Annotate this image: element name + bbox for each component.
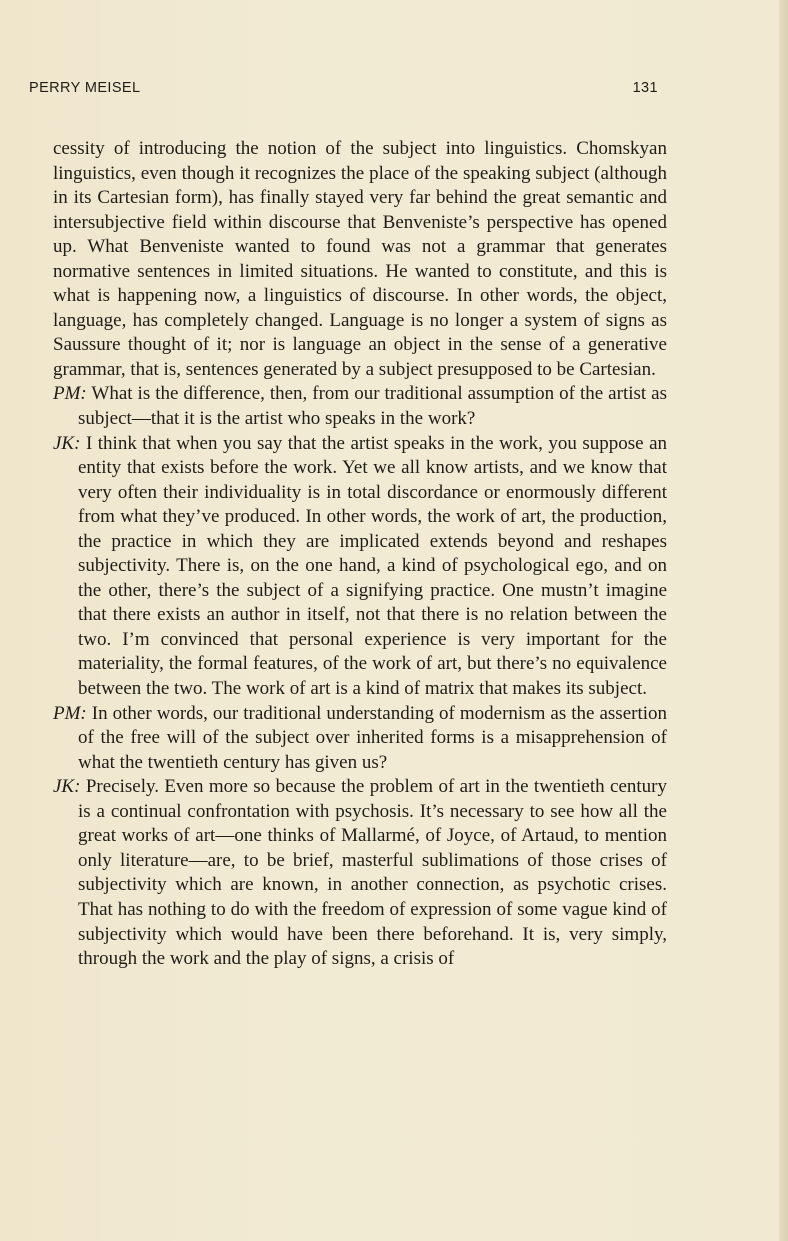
running-head-title: PERRY MEISEL [29, 80, 141, 96]
paragraph-text: cessity of introducing the notion of the subject into linguistics. Chomskyan linguistics, even though it recognizes the place of the speaking subject (although in its Cartesian form), has finally stayed very far behind the great semantic and intersubjective field within discourse that Benveniste’s perspective has opened up. What Benveniste wanted to found was not a grammar that generates normative sentences in limited situations. He wanted to constitute, and this is what is happening now, a linguistics of discourse. In other words, the object, language, has completely changed. Language is no longer a system of signs as Saussure thought of it; nor is language an object in the sense of a generative grammar, that is, sentences generated by a subject presupposed to be Cartesian. [53, 138, 667, 380]
paragraph [53, 702, 667, 776]
paragraph-text: Precisely. Even more so because the problem of art in the twentieth century is a continual confrontation with psychosis. It’s necessary to see how all the great works of art—one thinks of Mallarmé, of Joyce, of Artaud, to mention only literature—are, to be brief, masterful sublimations of those crises of subjectivity which are known, in another connection, as psychotic crises. That has nothing to do with the freedom of expression of some vague kind of subjectivity which would have been there beforehand. It is, very simply, through the work and the play of signs, a crisis of [78, 776, 667, 970]
page-edge [779, 0, 788, 1241]
speaker-label: PM: [53, 383, 87, 405]
paragraph [53, 775, 667, 971]
paragraph-text: In other words, our traditional understanding of modernism as the assertion of the free will of the subject over inherited forms is a misapprehension of what the twentieth century has given us? [78, 702, 668, 773]
paragraph [53, 432, 667, 702]
speaker-label: PM: [53, 702, 87, 724]
paragraph [53, 382, 667, 431]
speaker-label: JK: [53, 776, 81, 798]
paragraph-text: I think that when you say that the artist speaks in the work, you suppose an entity that exists before the work. Yet we all know artists, and we know that very often their individuality is in total discordance or enormously different from what they’ve produced. In other words, the work of art, the production, the practice in which they are implicated extends beyond and reshapes subjectivity. There is, on the one hand, a kind of psychological ego, and on the other, there’s the subject of a signifying practice. One mustn’t imagine that there exists an author in itself, not that there is no relation between the two. I’m convinced that personal experience is very important for the materiality, the formal features, of the work of art, but there’s no equivalence between the two. The work of art is a kind of matrix that makes its subject. [78, 432, 667, 700]
paragraph-text: What is the difference, then, from our traditional assumption of the artist as subject—that it is the artist who speaks in the work? [78, 383, 667, 430]
page-number: 131 [632, 80, 658, 96]
paragraph [53, 137, 667, 382]
interview-text [53, 137, 667, 972]
speaker-label: JK: [53, 432, 81, 454]
